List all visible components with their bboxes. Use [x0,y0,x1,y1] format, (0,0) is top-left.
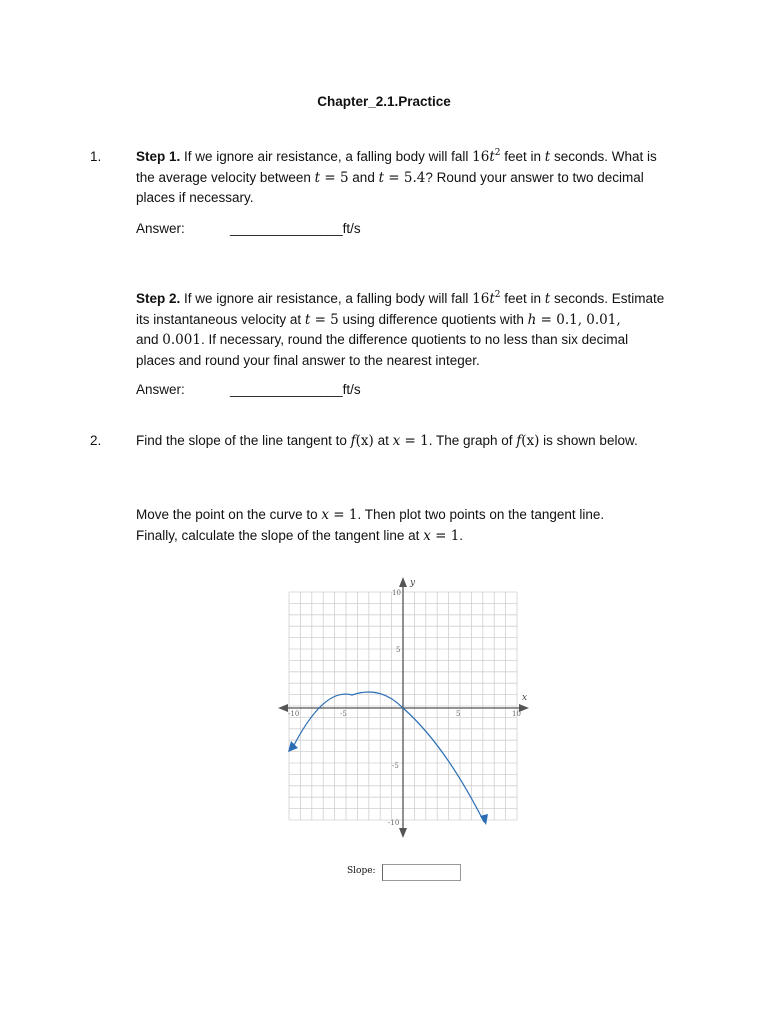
x-tick-label: 10 [512,710,521,718]
answer-label: Answer: [136,221,185,236]
answer-2-blank[interactable]: _______________ft/s [230,382,361,397]
answer-label: Answer: [136,382,185,397]
curve-arrow-left [288,741,298,752]
function-graph[interactable] [270,572,540,842]
question-1-step-1-text: Step 1. If we ignore air resistance, a falling body will fall $16t^2$ feet in t seconds. What is the average velocity between t = 5 and t = 5.4? Round your answer to two decimal places if necessary. [136,148,657,205]
graph-axes [278,577,529,838]
question-1-number: 1. [90,149,102,164]
answer-1-blank[interactable]: _______________ft/s [230,221,361,236]
slope-input[interactable] [382,864,461,881]
x-tick-label: 5 [456,710,461,718]
answer-unit: ft/s [342,382,361,397]
y-tick-label: -10 [388,819,400,827]
x-tick-label: -5 [340,710,347,718]
question-1-step-2-text: Step 2. If we ignore air resistance, a falling body will fall $16t^2$ feet in t seconds. Estimate its instantaneous velocity at t = 5 using difference quotients with h = 0.1, 0.01, and 0.001. If necessary, round the difference quotients to no less than six decimal places and round your final answer to the nearest integer. [136,290,665,368]
y-tick-label: 10 [392,589,401,597]
question-2-text: Find the slope of the line tangent to f(x) at x = 1. The graph of f(x) is shown below. [136,433,638,449]
y-axis-label: y [410,578,416,588]
y-tick-label: -5 [392,762,399,770]
step-2-label: Step 2. [136,291,181,306]
question-2-number: 2. [90,433,102,448]
page-title: Chapter_2.1.Practice [317,94,451,109]
slope-label: Slope: [347,866,376,876]
question-2-instructions: Move the point on the curve to x = 1. Then plot two points on the tangent line. Finally, calculate the slope of the tangent line at x = 1. [136,507,605,544]
answer-unit: ft/s [342,221,361,236]
y-tick-label: 5 [396,646,401,654]
step-1-label: Step 1. [136,149,181,164]
x-tick-label: -10 [288,710,300,718]
x-axis-label: x [522,693,528,703]
